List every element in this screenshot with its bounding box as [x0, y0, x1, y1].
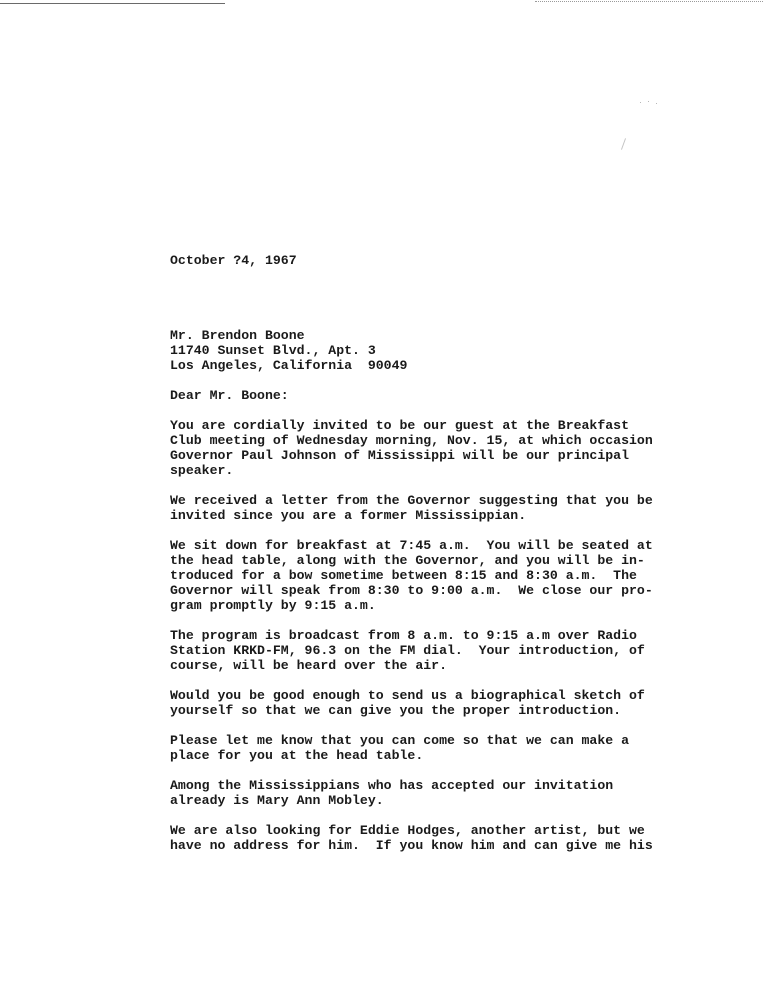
recipient-street: 11740 Sunset Blvd., Apt. 3 [170, 343, 376, 358]
text-line: yourself so that we can give you the proper introduction. [170, 703, 622, 718]
scan-mark [621, 138, 626, 150]
text-line: Among the Mississippians who has accepted our invitation [170, 778, 614, 793]
text-line: invited since you are a former Mississippian. [170, 508, 527, 523]
text-line: troduced for a bow sometime between 8:15 and 8:30 a.m. The [170, 568, 637, 583]
text-line: Please let me know that you can come so that we can make a [170, 733, 629, 748]
paragraph-governor-letter [170, 493, 755, 523]
text-line: course, will be heard over the air. [170, 658, 447, 673]
paragraph-invitation [170, 418, 755, 478]
paragraph-rsvp [170, 733, 755, 763]
text-line: gram promptly by 9:15 a.m. [170, 598, 376, 613]
letter-date: October ?4, 1967 [170, 253, 297, 268]
top-edge-rule [0, 3, 225, 4]
text-line: Would you be good enough to send us a biographical sketch of [170, 688, 645, 703]
text-line: Club meeting of Wednesday morning, Nov. 15, at which occasion [170, 433, 653, 448]
scan-speck [656, 103, 657, 104]
paragraph-other-guests [170, 778, 755, 808]
text-line: already is Mary Ann Mobley. [170, 793, 384, 808]
salutation: Dear Mr. Boone: [170, 388, 289, 403]
letter-body [170, 253, 755, 868]
text-line: You are cordially invited to be our guest at the Breakfast [170, 418, 629, 433]
text-line: the head table, along with the Governor, and you will be in- [170, 553, 645, 568]
text-line: The program is broadcast from 8 a.m. to 9:15 a.m over Radio [170, 628, 637, 643]
paragraph-eddie-hodges [170, 823, 755, 853]
text-line: Governor Paul Johnson of Mississippi will be our principal [170, 448, 629, 463]
paragraph-biography-request [170, 688, 755, 718]
text-line: Governor will speak from 8:30 to 9:00 a.m. We close our pro- [170, 583, 653, 598]
scan-speck [640, 102, 641, 103]
recipient-address [170, 328, 755, 373]
text-line: We sit down for breakfast at 7:45 a.m. You will be seated at [170, 538, 653, 553]
paragraph-broadcast [170, 628, 755, 673]
text-line: We are also looking for Eddie Hodges, another artist, but we [170, 823, 645, 838]
text-line: have no address for him. If you know him and can give me his [170, 838, 653, 853]
paragraph-schedule [170, 538, 755, 613]
scan-speck [648, 101, 649, 102]
recipient-city: Los Angeles, California 90049 [170, 358, 408, 373]
text-line: place for you at the head table. [170, 748, 424, 763]
text-line: We received a letter from the Governor suggesting that you be [170, 493, 653, 508]
text-line: speaker. [170, 463, 234, 478]
text-line: Station KRKD-FM, 96.3 on the FM dial. Your introduction, of [170, 643, 645, 658]
recipient-name: Mr. Brendon Boone [170, 328, 305, 343]
top-edge-dots [535, 1, 763, 2]
